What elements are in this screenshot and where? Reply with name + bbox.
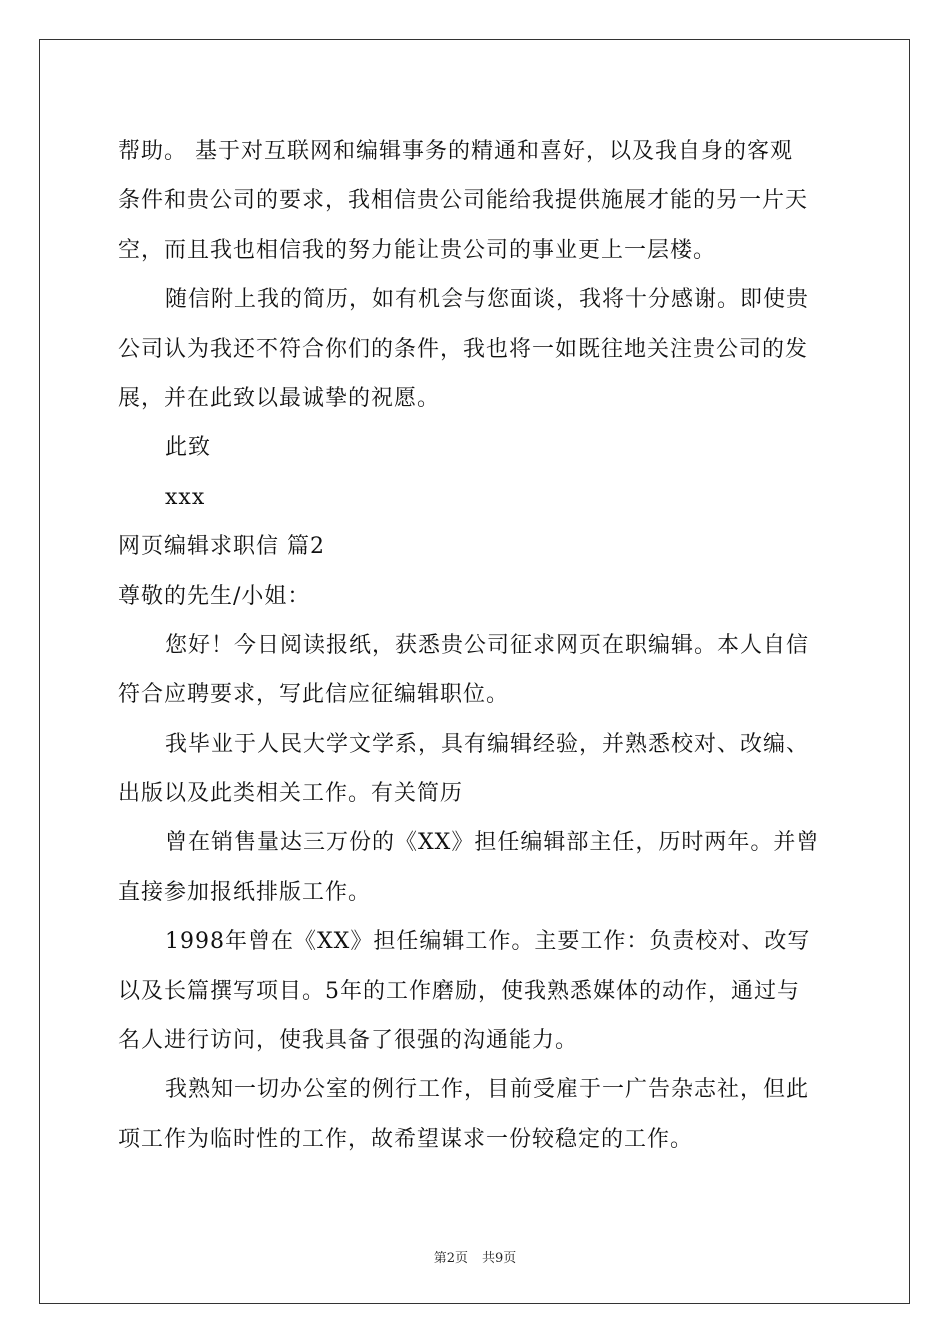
text-line: 空，而且我也相信我的努力能让贵公司的事业更上一层楼。 — [118, 237, 717, 263]
text-line: 公司认为我还不符合你们的条件，我也将一如既往地关注贵公司的发 — [118, 336, 809, 362]
page-number: 第2页 — [433, 1251, 468, 1266]
page-total: 共9页 — [482, 1251, 517, 1266]
text-line: 直接参加报纸排版工作。 — [118, 879, 372, 905]
text-line: 帮助。 基于对互联网和编辑事务的精通和喜好，以及我自身的客观 — [118, 139, 793, 164]
text-line: 符合应聘要求，写此信应征编辑职位。 — [118, 682, 510, 708]
signature-line: xxx — [165, 484, 206, 510]
text-line: 您好！今日阅读报纸，获悉贵公司征求网页在职编辑。本人自信 — [165, 632, 810, 658]
text-line: 我熟知一切办公室的例行工作，目前受雇于一广告杂志社，但此 — [165, 1077, 810, 1103]
document-body — [118, 127, 838, 1164]
text-line: 随信附上我的简历，如有机会与您面谈，我将十分感谢。即使贵 — [165, 287, 810, 313]
text-line: 展，并在此致以最诚挚的祝愿。 — [118, 385, 441, 411]
text-line: 条件和贵公司的要求，我相信贵公司能给我提供施展才能的另一片天 — [118, 188, 809, 214]
text-line: 以及长篇撰写项目。5年的工作磨励，使我熟悉媒体的动作，通过与 — [118, 978, 800, 1004]
text-line: 项工作为临时性的工作，故希望谋求一份较稳定的工作。 — [118, 1126, 694, 1152]
section-heading: 网页编辑求职信 篇2 — [118, 534, 325, 560]
text-line: 1998年曾在《XX》担任编辑工作。主要工作：负责校对、改写 — [165, 929, 811, 955]
text-line: 曾在销售量达三万份的《XX》担任编辑部主任，历时两年。并曾 — [165, 830, 820, 856]
text-line: 出版以及此类相关工作。有关简历 — [118, 781, 464, 807]
closing-line: 此致 — [165, 435, 212, 461]
text-line: 我毕业于人民大学文学系，具有编辑经验，并熟悉校对、改编、 — [165, 731, 810, 757]
page-footer — [0, 1247, 950, 1266]
text-line: 名人进行访问，使我具备了很强的沟通能力。 — [118, 1028, 579, 1054]
salutation-line: 尊敬的先生/小姐： — [118, 583, 311, 609]
